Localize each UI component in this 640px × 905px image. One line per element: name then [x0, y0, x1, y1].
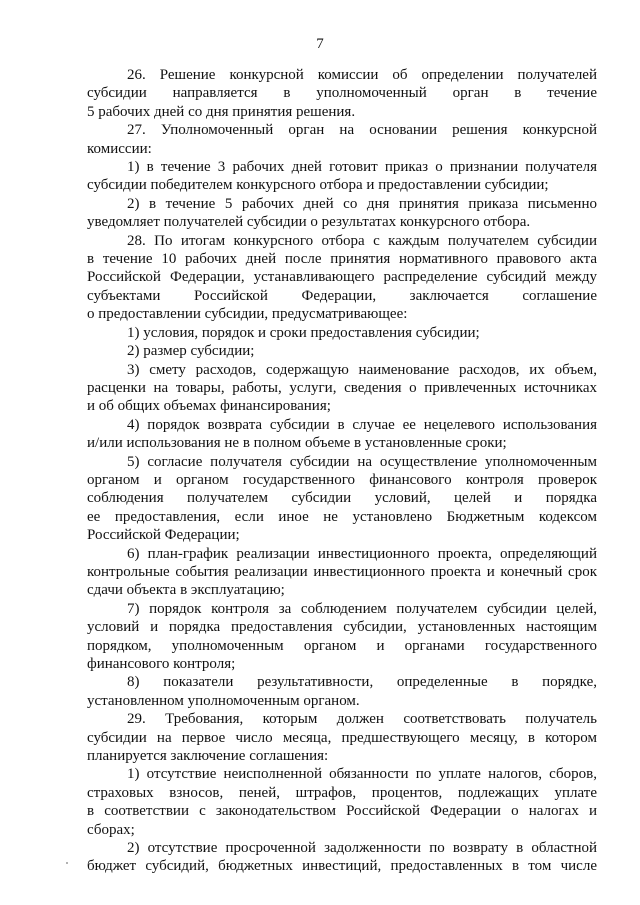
text-line: ее предоставления, если иное не установлено Бюджетным кодексом	[87, 508, 597, 525]
text-line: 2) размер субсидии;	[127, 343, 255, 360]
text-line: 1) отсутствие неисполненной обязанности по уплате налогов, сборов,	[127, 766, 597, 783]
text-line: 1) условия, порядок и сроки предоставления субсидии;	[127, 324, 480, 341]
text-line: соблюдения получателем субсидии условий, целей и порядка	[87, 490, 597, 507]
text-line: порядком, уполномоченным органом и органами государственного	[87, 637, 597, 654]
text-line: и/или использования не в полном объеме в установленные сроки;	[87, 435, 507, 452]
text-line: в течение 10 рабочих дней после принятия нормативного правового акта	[87, 251, 597, 268]
text-line: установленном уполномоченным органом.	[87, 692, 360, 709]
text-line: 27. Уполномоченный орган на основании решения конкурсной	[127, 122, 597, 139]
text-line: 2) отсутствие просроченной задолженности по возврату в областной	[127, 840, 597, 857]
text-line: Российской Федерации, устанавливающего распределение субсидий между	[87, 269, 597, 286]
text-line: субсидии направляется в уполномоченный орган в течение	[87, 85, 597, 102]
text-line: 5 рабочих дней со дня принятия решения.	[87, 103, 356, 120]
text-line: субъектами Российской Федерации, заключается соглашение	[87, 287, 597, 304]
text-line: уведомляет получателей субсидии о результатах конкурсного отбора.	[87, 214, 531, 231]
text-line: 5) согласие получателя субсидии на осуществление уполномоченным	[127, 453, 597, 470]
text-line: планируется заключение соглашения:	[87, 748, 329, 765]
text-line: 4) порядок возврата субсидии в случае ее нецелевого использования	[127, 416, 597, 433]
text-line: субсидии победителем конкурсного отбора и предоставлении субсидии;	[87, 177, 549, 194]
document-body	[87, 66, 597, 876]
text-line: финансового контроля;	[87, 656, 236, 672]
text-line: бюджет субсидий, бюджетных инвестиций, предоставленных в том числе	[87, 858, 597, 875]
text-line: 6) план-график реализации инвестиционного проекта, определяющий	[127, 545, 597, 562]
text-line: страховых взносов, пеней, штрафов, процентов, подлежащих уплате	[87, 784, 597, 801]
text-line: органом и органом государственного финансового контроля проверок	[87, 471, 597, 488]
text-line: Российской Федерации;	[87, 527, 240, 544]
text-line: 2) в течение 5 рабочих дней со дня принятия приказа письменно	[127, 195, 597, 212]
text-line: комиссии:	[87, 140, 152, 157]
text-line: субсидии на первое число месяца, предшествующего месяцу, в котором	[87, 729, 597, 746]
page-number: 7	[316, 36, 324, 52]
text-line: 7) порядок контроля за соблюдением получателем субсидии целей,	[127, 600, 597, 617]
text-line: расценки на товары, работы, услуги, сведения о привлеченных источниках	[87, 379, 597, 396]
text-line: 26. Решение конкурсной комиссии об определении получателей	[127, 67, 597, 83]
text-line: 1) в течение 3 рабочих дней готовит приказ о признании получателя	[127, 159, 597, 176]
scan-speck	[66, 862, 68, 864]
text-line: 29. Требования, которым должен соответствовать получатель	[127, 711, 597, 728]
text-line: и об общих объемах финансирования;	[87, 398, 331, 415]
text-line: 8) показатели результативности, определенные в порядке,	[127, 674, 597, 691]
text-line: о предоставлении субсидии, предусматривающее:	[87, 306, 408, 323]
text-line: 3) смету расходов, содержащую наименование расходов, их объем,	[127, 361, 597, 378]
text-line: условий и порядка предоставления субсидии, установленных настоящим	[87, 619, 597, 636]
text-line: сборах;	[87, 821, 135, 838]
text-line: 28. По итогам конкурсного отбора с каждым получателем субсидии	[127, 232, 597, 249]
text-line: сдачи объекта в эксплуатацию;	[87, 582, 285, 599]
text-line: контрольные события реализации инвестиционного проекта и конечный срок	[87, 563, 597, 580]
text-line: в соответствии с законодательством Российской Федерации о налогах и	[87, 803, 597, 820]
